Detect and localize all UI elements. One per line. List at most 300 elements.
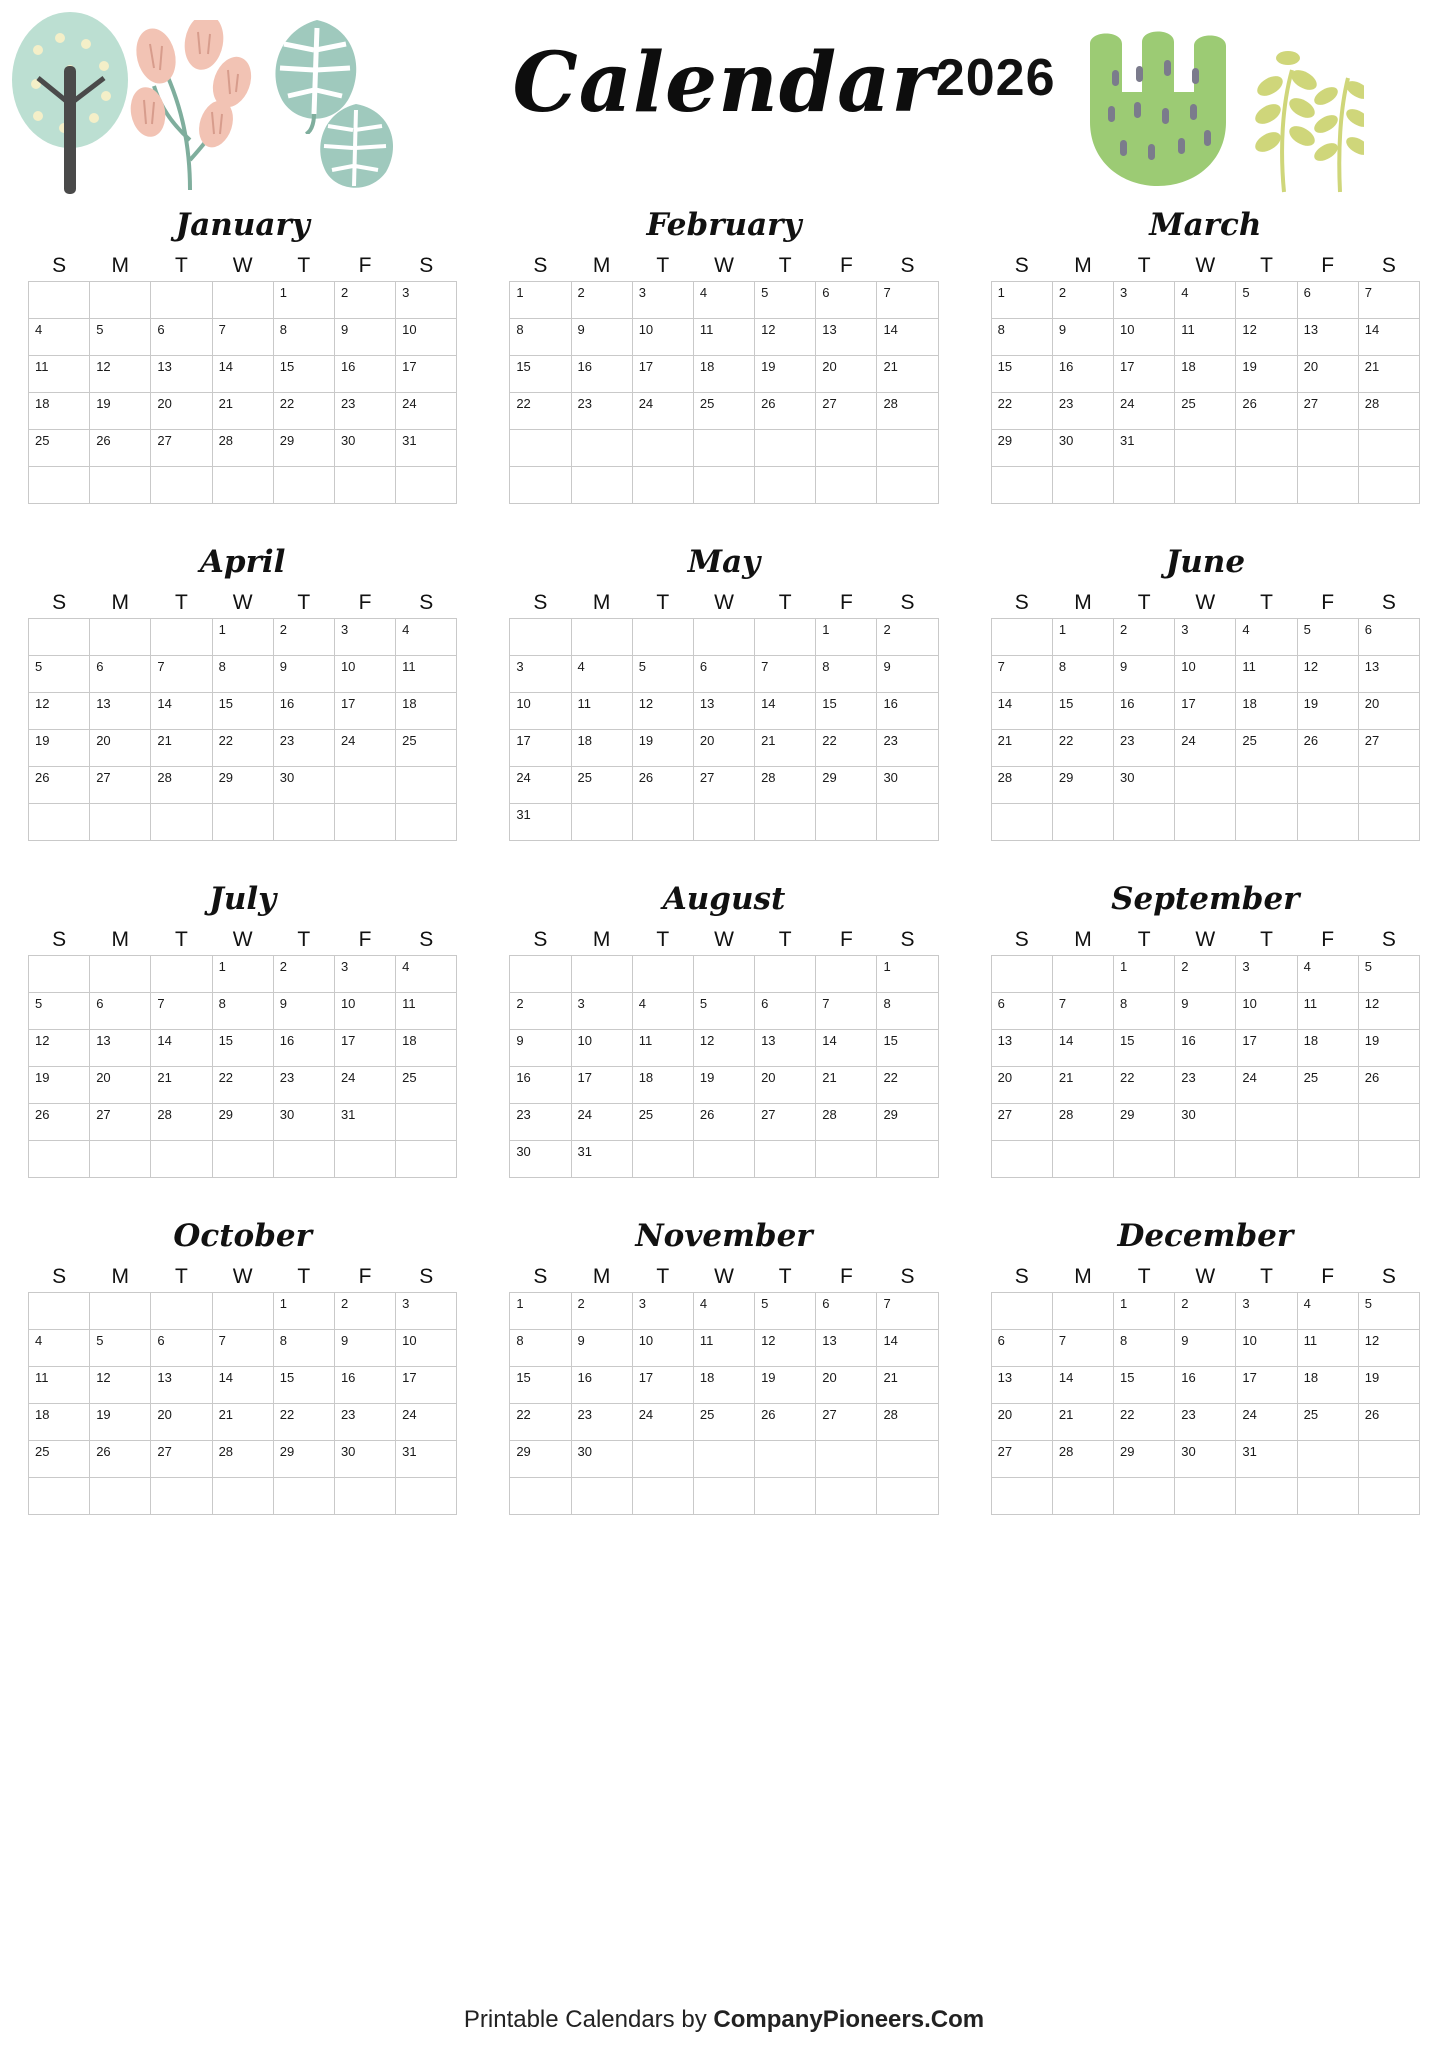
month-title: February: [646, 207, 802, 243]
day-cell: 11: [571, 692, 632, 729]
empty-cell: [1358, 1140, 1419, 1177]
weekday-header: S: [419, 927, 434, 951]
tree-illustration: [8, 8, 138, 198]
weekday-header: S: [419, 253, 434, 277]
month-block-october: [28, 1216, 457, 1553]
month-table: [28, 1262, 457, 1515]
day-cell: 10: [1236, 992, 1297, 1029]
weekday-header-row: [510, 925, 938, 955]
day-cell: 4: [571, 655, 632, 692]
day-cell: 26: [90, 429, 151, 466]
day-cell: 17: [334, 692, 395, 729]
empty-cell: [632, 955, 693, 992]
weekday-header: M: [111, 927, 130, 951]
empty-cell: [1175, 429, 1236, 466]
month-table: [509, 251, 938, 504]
olive-branch-illustration: [1254, 40, 1364, 195]
day-cell: 23: [877, 729, 938, 766]
empty-cell: [1236, 1103, 1297, 1140]
day-cell: 2: [1052, 281, 1113, 318]
day-cell: 5: [1358, 1292, 1419, 1329]
monstera-leaf-small-icon: [308, 100, 406, 196]
empty-cell: [1236, 429, 1297, 466]
day-cell: 22: [212, 729, 273, 766]
empty-cell: [1297, 803, 1358, 840]
day-cell: 13: [693, 692, 754, 729]
day-cell: 6: [1358, 618, 1419, 655]
weekday-header: F: [1321, 927, 1335, 951]
day-cell: 29: [510, 1440, 571, 1477]
empty-cell: [1052, 1292, 1113, 1329]
day-cell: 19: [1236, 355, 1297, 392]
weekday-header: S: [900, 1264, 915, 1288]
month-table: [509, 925, 938, 1178]
week-row: [510, 281, 938, 318]
empty-cell: [1297, 429, 1358, 466]
day-cell: 25: [1236, 729, 1297, 766]
day-cell: 26: [90, 1440, 151, 1477]
day-cell: 12: [29, 1029, 90, 1066]
weekday-header: W: [232, 253, 253, 277]
weekday-header: T: [656, 253, 670, 277]
day-cell: 26: [632, 766, 693, 803]
day-cell: 9: [1114, 655, 1175, 692]
week-row: [991, 766, 1419, 803]
empty-cell: [1358, 1103, 1419, 1140]
weekday-header: T: [778, 1264, 792, 1288]
day-cell: 28: [816, 1103, 877, 1140]
week-row: [510, 766, 938, 803]
day-cell: 1: [510, 281, 571, 318]
weekday-header: M: [111, 1264, 130, 1288]
day-cell: 24: [334, 729, 395, 766]
day-cell: 15: [273, 1366, 334, 1403]
day-cell: 9: [510, 1029, 571, 1066]
day-cell: 6: [693, 655, 754, 692]
empty-cell: [273, 1140, 334, 1177]
empty-cell: [90, 1140, 151, 1177]
day-cell: 12: [632, 692, 693, 729]
day-cell: 14: [1052, 1366, 1113, 1403]
day-cell: 23: [1175, 1066, 1236, 1103]
empty-cell: [510, 429, 571, 466]
day-cell: 2: [334, 1292, 395, 1329]
day-cell: 23: [334, 392, 395, 429]
empty-cell: [510, 466, 571, 503]
day-cell: 21: [1052, 1066, 1113, 1103]
day-cell: 30: [1114, 766, 1175, 803]
day-cell: 4: [396, 955, 457, 992]
day-cell: 17: [1236, 1366, 1297, 1403]
day-cell: 1: [510, 1292, 571, 1329]
day-cell: 17: [396, 1366, 457, 1403]
empty-cell: [1114, 466, 1175, 503]
week-row: [510, 1140, 938, 1177]
day-cell: 26: [1297, 729, 1358, 766]
day-cell: 22: [212, 1066, 273, 1103]
weekday-header: T: [297, 590, 311, 614]
day-cell: 3: [1114, 281, 1175, 318]
day-cell: 6: [151, 1329, 212, 1366]
day-cell: 16: [571, 1366, 632, 1403]
week-row: [29, 692, 457, 729]
empty-cell: [510, 1477, 571, 1514]
day-cell: 30: [1175, 1440, 1236, 1477]
weekday-header-row: [991, 588, 1419, 618]
day-cell: 14: [212, 355, 273, 392]
empty-cell: [151, 1292, 212, 1329]
empty-cell: [816, 1477, 877, 1514]
day-cell: 13: [991, 1029, 1052, 1066]
day-cell: 16: [1052, 355, 1113, 392]
day-cell: 26: [755, 1403, 816, 1440]
month-title: August: [662, 881, 786, 917]
empty-cell: [273, 466, 334, 503]
day-cell: 10: [571, 1029, 632, 1066]
day-cell: 19: [755, 355, 816, 392]
day-cell: 14: [877, 1329, 938, 1366]
day-cell: 8: [510, 1329, 571, 1366]
day-cell: 18: [693, 1366, 754, 1403]
day-cell: 15: [510, 1366, 571, 1403]
day-cell: 5: [90, 318, 151, 355]
day-cell: 11: [29, 355, 90, 392]
empty-cell: [991, 1477, 1052, 1514]
month-title: June: [1165, 544, 1246, 580]
weekday-header: S: [1381, 590, 1396, 614]
empty-cell: [755, 803, 816, 840]
weekday-header: T: [1260, 590, 1273, 614]
week-row: [29, 318, 457, 355]
day-cell: 23: [334, 1403, 395, 1440]
day-cell: 19: [1297, 692, 1358, 729]
empty-cell: [1052, 955, 1113, 992]
empty-cell: [29, 1477, 90, 1514]
empty-cell: [29, 1140, 90, 1177]
day-cell: 13: [90, 692, 151, 729]
day-cell: 22: [273, 1403, 334, 1440]
day-cell: 27: [755, 1103, 816, 1140]
day-cell: 11: [1175, 318, 1236, 355]
empty-cell: [334, 466, 395, 503]
day-cell: 10: [334, 655, 395, 692]
day-cell: 30: [571, 1440, 632, 1477]
day-cell: 31: [1236, 1440, 1297, 1477]
empty-cell: [396, 803, 457, 840]
empty-cell: [991, 955, 1052, 992]
empty-cell: [816, 1140, 877, 1177]
weekday-header: T: [1137, 253, 1151, 277]
weekday-header: S: [533, 1264, 548, 1288]
day-cell: 3: [632, 1292, 693, 1329]
week-row: [510, 1329, 938, 1366]
weekday-header: S: [419, 1264, 434, 1288]
day-cell: 11: [632, 1029, 693, 1066]
week-row: [29, 1403, 457, 1440]
empty-cell: [693, 955, 754, 992]
day-cell: 8: [1114, 992, 1175, 1029]
day-cell: 1: [212, 618, 273, 655]
day-cell: 5: [1358, 955, 1419, 992]
week-row: [29, 1066, 457, 1103]
day-cell: 17: [571, 1066, 632, 1103]
day-cell: 4: [1297, 955, 1358, 992]
day-cell: 9: [273, 655, 334, 692]
day-cell: 12: [90, 355, 151, 392]
day-cell: 3: [334, 618, 395, 655]
day-cell: 4: [396, 618, 457, 655]
day-cell: 8: [273, 318, 334, 355]
week-row: [991, 355, 1419, 392]
month-table: [991, 588, 1420, 841]
day-cell: 8: [877, 992, 938, 1029]
empty-cell: [396, 1140, 457, 1177]
day-cell: 19: [1358, 1029, 1419, 1066]
empty-cell: [273, 1477, 334, 1514]
weekday-header: M: [111, 590, 130, 614]
week-row: [29, 1292, 457, 1329]
day-cell: 4: [632, 992, 693, 1029]
empty-cell: [1236, 766, 1297, 803]
day-cell: 13: [991, 1366, 1052, 1403]
week-row: [510, 466, 938, 503]
day-cell: 23: [1114, 729, 1175, 766]
day-cell: 1: [877, 955, 938, 992]
day-cell: 10: [1236, 1329, 1297, 1366]
weekday-header: S: [419, 590, 434, 614]
weekday-header: T: [1137, 590, 1151, 614]
day-cell: 15: [816, 692, 877, 729]
day-cell: 7: [1052, 992, 1113, 1029]
day-cell: 22: [510, 1403, 571, 1440]
week-row: [991, 1403, 1419, 1440]
empty-cell: [693, 618, 754, 655]
day-cell: 1: [991, 281, 1052, 318]
day-cell: 25: [1297, 1066, 1358, 1103]
day-cell: 25: [1175, 392, 1236, 429]
day-cell: 25: [693, 1403, 754, 1440]
day-cell: 27: [90, 766, 151, 803]
day-cell: 18: [29, 1403, 90, 1440]
empty-cell: [571, 803, 632, 840]
day-cell: 10: [334, 992, 395, 1029]
weekday-header: F: [358, 927, 372, 951]
weekday-header: S: [1014, 590, 1029, 614]
week-row: [991, 318, 1419, 355]
day-cell: 14: [1358, 318, 1419, 355]
day-cell: 21: [1358, 355, 1419, 392]
day-cell: 20: [1297, 355, 1358, 392]
week-row: [29, 1029, 457, 1066]
day-cell: 31: [396, 429, 457, 466]
day-cell: 10: [632, 1329, 693, 1366]
day-cell: 22: [1052, 729, 1113, 766]
day-cell: 11: [693, 318, 754, 355]
day-cell: 15: [1114, 1029, 1175, 1066]
week-row: [29, 355, 457, 392]
day-cell: 25: [29, 429, 90, 466]
month-table: [28, 251, 457, 504]
empty-cell: [90, 618, 151, 655]
day-cell: 24: [396, 392, 457, 429]
day-cell: 1: [1114, 955, 1175, 992]
day-cell: 5: [1236, 281, 1297, 318]
day-cell: 13: [755, 1029, 816, 1066]
empty-cell: [755, 1440, 816, 1477]
day-cell: 13: [90, 1029, 151, 1066]
empty-cell: [1052, 1140, 1113, 1177]
week-row: [510, 1292, 938, 1329]
day-cell: 7: [151, 992, 212, 1029]
day-cell: 30: [1175, 1103, 1236, 1140]
day-cell: 22: [877, 1066, 938, 1103]
empty-cell: [1297, 466, 1358, 503]
week-row: [29, 466, 457, 503]
day-cell: 11: [396, 655, 457, 692]
empty-cell: [212, 281, 273, 318]
weekday-header: S: [1014, 927, 1029, 951]
day-cell: 3: [571, 992, 632, 1029]
weekday-header: F: [839, 253, 853, 277]
empty-cell: [755, 618, 816, 655]
empty-cell: [29, 955, 90, 992]
empty-cell: [1175, 803, 1236, 840]
weekday-header: W: [232, 927, 253, 951]
day-cell: 25: [693, 392, 754, 429]
day-cell: 15: [212, 692, 273, 729]
day-cell: 7: [877, 281, 938, 318]
weekday-header: T: [1137, 927, 1151, 951]
weekday-header: M: [1074, 590, 1092, 614]
day-cell: 12: [1358, 1329, 1419, 1366]
week-row: [991, 1366, 1419, 1403]
weekday-header: W: [1195, 253, 1216, 277]
weekday-header: M: [592, 1264, 611, 1288]
day-cell: 24: [396, 1403, 457, 1440]
day-cell: 27: [151, 429, 212, 466]
day-cell: 7: [816, 992, 877, 1029]
day-cell: 12: [755, 1329, 816, 1366]
day-cell: 28: [151, 1103, 212, 1140]
empty-cell: [571, 955, 632, 992]
weekday-header: T: [1137, 1264, 1151, 1288]
day-cell: 17: [1114, 355, 1175, 392]
empty-cell: [29, 281, 90, 318]
week-row: [991, 429, 1419, 466]
empty-cell: [396, 1103, 457, 1140]
empty-cell: [1236, 1477, 1297, 1514]
day-cell: 27: [1297, 392, 1358, 429]
empty-cell: [755, 429, 816, 466]
weekday-header: W: [714, 590, 734, 614]
day-cell: 23: [1052, 392, 1113, 429]
day-cell: 18: [693, 355, 754, 392]
month-title: July: [209, 881, 277, 917]
day-cell: 19: [90, 392, 151, 429]
day-cell: 3: [632, 281, 693, 318]
day-cell: 6: [1297, 281, 1358, 318]
weekday-header: W: [1195, 1264, 1216, 1288]
week-row: [991, 1292, 1419, 1329]
day-cell: 27: [1358, 729, 1419, 766]
weekday-header: T: [175, 253, 188, 277]
week-row: [29, 429, 457, 466]
empty-cell: [1297, 1140, 1358, 1177]
empty-cell: [1358, 803, 1419, 840]
day-cell: 20: [1358, 692, 1419, 729]
day-cell: 1: [816, 618, 877, 655]
day-cell: 17: [1175, 692, 1236, 729]
weekday-header: M: [1074, 927, 1092, 951]
day-cell: 28: [877, 392, 938, 429]
day-cell: 2: [877, 618, 938, 655]
weekday-header: T: [1260, 1264, 1273, 1288]
day-cell: 8: [212, 655, 273, 692]
day-cell: 19: [29, 1066, 90, 1103]
day-cell: 20: [90, 1066, 151, 1103]
day-cell: 6: [991, 1329, 1052, 1366]
day-cell: 24: [632, 1403, 693, 1440]
day-cell: 6: [816, 281, 877, 318]
day-cell: 17: [1236, 1029, 1297, 1066]
day-cell: 27: [816, 392, 877, 429]
day-cell: 20: [991, 1403, 1052, 1440]
day-cell: 23: [510, 1103, 571, 1140]
day-cell: 5: [632, 655, 693, 692]
day-cell: 18: [396, 1029, 457, 1066]
day-cell: 4: [1236, 618, 1297, 655]
day-cell: 29: [1114, 1103, 1175, 1140]
empty-cell: [877, 1140, 938, 1177]
weekday-header-row: [991, 251, 1419, 281]
empty-cell: [151, 803, 212, 840]
empty-cell: [632, 1140, 693, 1177]
day-cell: 8: [816, 655, 877, 692]
empty-cell: [334, 1477, 395, 1514]
day-cell: 6: [151, 318, 212, 355]
empty-cell: [816, 429, 877, 466]
day-cell: 12: [1358, 992, 1419, 1029]
weekday-header: F: [839, 1264, 853, 1288]
day-cell: 24: [571, 1103, 632, 1140]
day-cell: 4: [693, 281, 754, 318]
empty-cell: [1358, 1440, 1419, 1477]
day-cell: 16: [334, 1366, 395, 1403]
empty-cell: [151, 466, 212, 503]
week-row: [991, 729, 1419, 766]
week-row: [510, 803, 938, 840]
day-cell: 30: [273, 1103, 334, 1140]
weekday-header: F: [358, 253, 372, 277]
day-cell: 14: [1052, 1029, 1113, 1066]
empty-cell: [1114, 803, 1175, 840]
day-cell: 21: [816, 1066, 877, 1103]
empty-cell: [816, 955, 877, 992]
empty-cell: [816, 803, 877, 840]
day-cell: 18: [1297, 1366, 1358, 1403]
day-cell: 9: [334, 1329, 395, 1366]
day-cell: 15: [1052, 692, 1113, 729]
week-row: [991, 618, 1419, 655]
weekday-header: F: [358, 590, 372, 614]
empty-cell: [571, 429, 632, 466]
weekday-header-row: [991, 925, 1419, 955]
day-cell: 16: [334, 355, 395, 392]
empty-cell: [877, 1440, 938, 1477]
weekday-header: F: [1321, 590, 1335, 614]
week-row: [29, 1366, 457, 1403]
calendar-year: 2026: [935, 49, 1056, 107]
